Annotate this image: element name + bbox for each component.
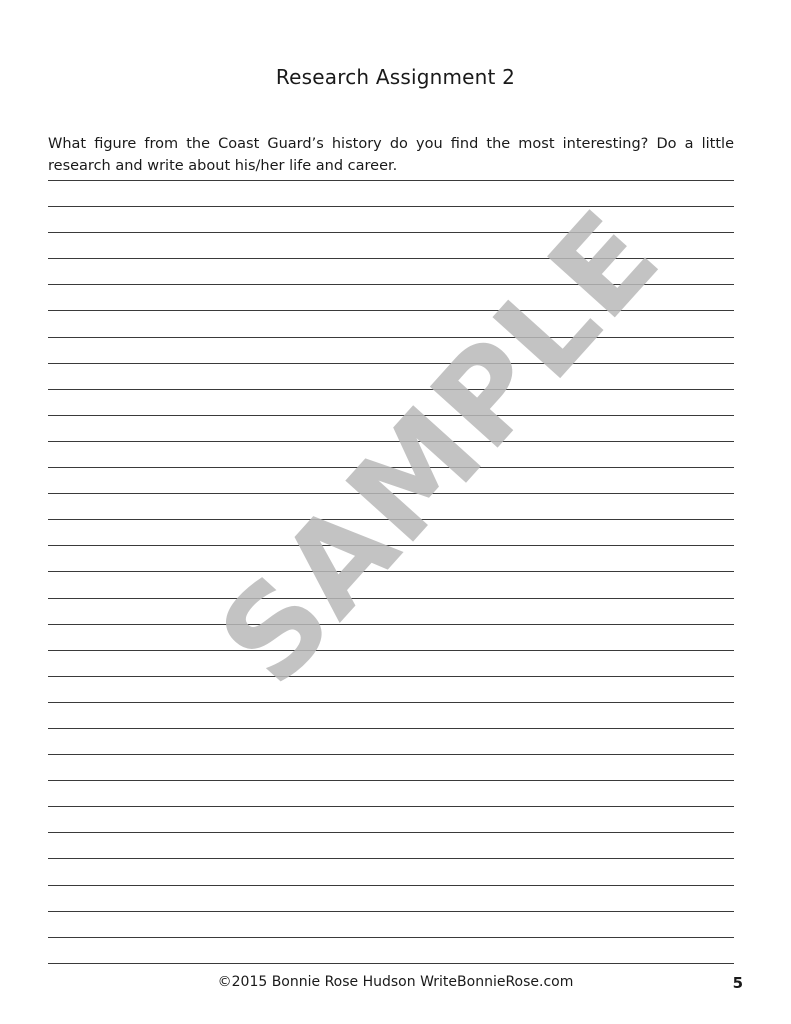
writing-line[interactable] xyxy=(48,441,734,442)
writing-line[interactable] xyxy=(48,624,734,625)
writing-lines[interactable] xyxy=(48,180,734,989)
writing-line[interactable] xyxy=(48,911,734,912)
writing-line[interactable] xyxy=(48,519,734,520)
writing-line[interactable] xyxy=(48,232,734,233)
writing-line[interactable] xyxy=(48,415,734,416)
writing-line[interactable] xyxy=(48,180,734,181)
page-footer xyxy=(48,974,743,996)
writing-line[interactable] xyxy=(48,676,734,677)
page-title: Research Assignment 2 xyxy=(275,65,516,90)
writing-line[interactable] xyxy=(48,728,734,729)
writing-line[interactable] xyxy=(48,885,734,886)
copyright-credit: ©2015 Bonnie Rose Hudson WriteBonnieRose.com xyxy=(217,974,574,990)
page-number: 5 xyxy=(732,974,743,992)
writing-line[interactable] xyxy=(48,702,734,703)
writing-line[interactable] xyxy=(48,467,734,468)
writing-line[interactable] xyxy=(48,963,734,964)
writing-line[interactable] xyxy=(48,545,734,546)
writing-line[interactable] xyxy=(48,598,734,599)
writing-line[interactable] xyxy=(48,493,734,494)
writing-line[interactable] xyxy=(48,832,734,833)
writing-line[interactable] xyxy=(48,806,734,807)
writing-line[interactable] xyxy=(48,780,734,781)
writing-line[interactable] xyxy=(48,363,734,364)
writing-line[interactable] xyxy=(48,389,734,390)
writing-line[interactable] xyxy=(48,258,734,259)
writing-line[interactable] xyxy=(48,337,734,338)
writing-line[interactable] xyxy=(48,650,734,651)
writing-line[interactable] xyxy=(48,754,734,755)
writing-line[interactable] xyxy=(48,206,734,207)
writing-line[interactable] xyxy=(48,571,734,572)
assignment-prompt: What figure from the Coast Guard’s history do you find the most interesting? Do a little research and write about his/her life and career. xyxy=(48,135,734,174)
sample-watermark-text: SAMPLE xyxy=(192,184,688,712)
writing-line[interactable] xyxy=(48,284,734,285)
writing-line[interactable] xyxy=(48,937,734,938)
writing-line[interactable] xyxy=(48,858,734,859)
writing-line[interactable] xyxy=(48,310,734,311)
